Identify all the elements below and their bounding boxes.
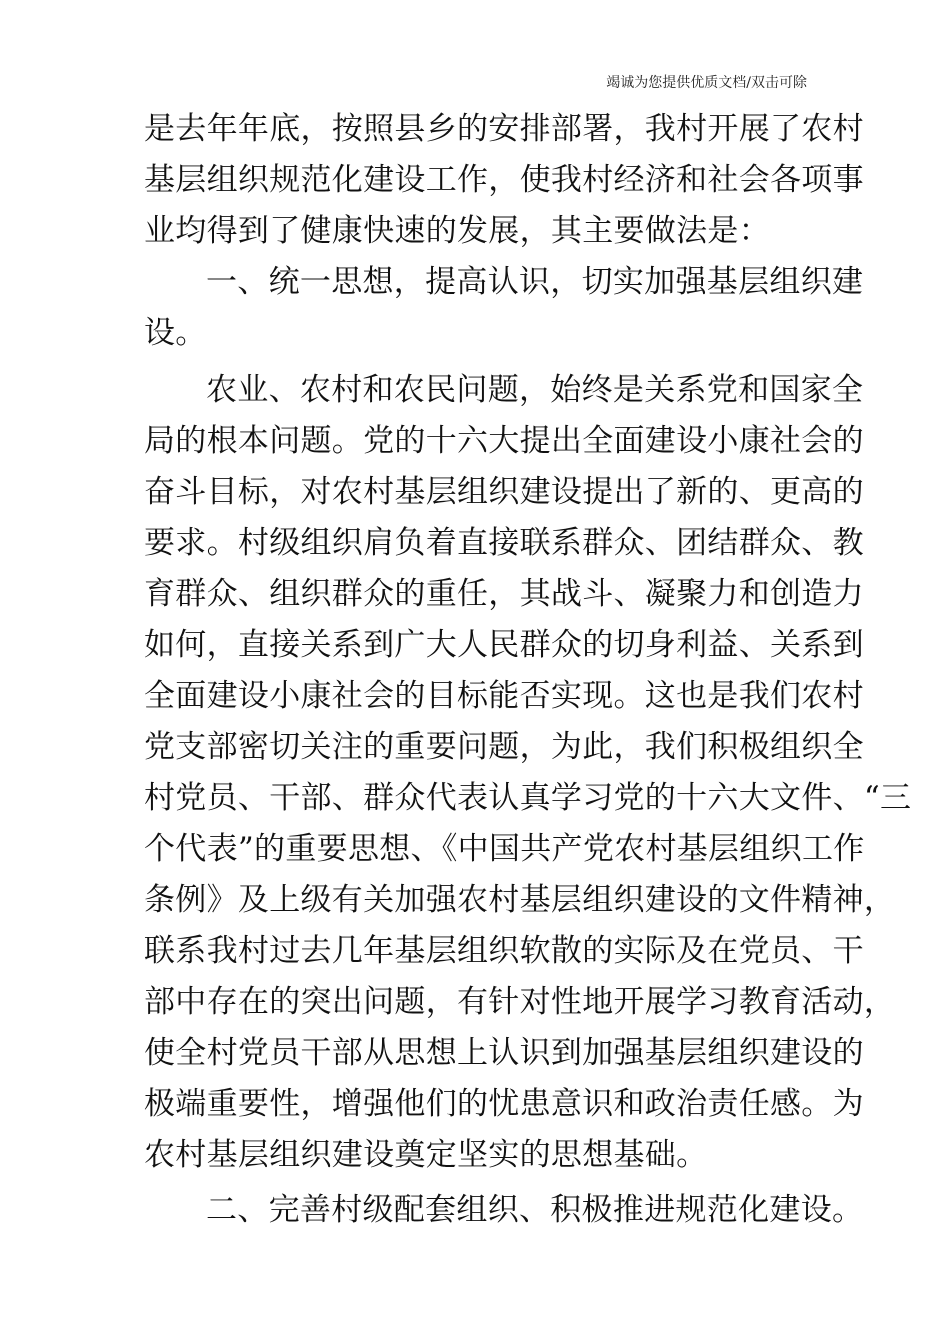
paragraph-line: 业均得到了健康快速的发展，其主要做法是： bbox=[144, 213, 770, 249]
paragraph-line: 局的根本问题。党的十六大提出全面建设小康社会的 bbox=[144, 423, 864, 459]
paragraph-line: 条例》及上级有关加强农村基层组织建设的文件精神， bbox=[144, 882, 896, 918]
paragraph-line: 农村基层组织建设奠定坚实的思想基础。 bbox=[144, 1137, 708, 1173]
paragraph-line: 农业、农村和农民问题，始终是关系党和国家全 bbox=[206, 372, 864, 408]
paragraph-line: 村党员、干部、群众代表认真学习党的十六大文件、“三 bbox=[144, 780, 912, 816]
paragraph-line: 要求。村级组织肩负着直接联系群众、团结群众、教 bbox=[144, 525, 864, 561]
paragraph-line: 党支部密切关注的重要问题，为此，我们积极组织全 bbox=[144, 729, 864, 765]
section-heading-2: 二、完善村级配套组织、积极推进规范化建设。 bbox=[206, 1192, 864, 1228]
header-note: 竭诚为您提供优质文档/双击可除 bbox=[606, 75, 807, 91]
paragraph-line: 部中存在的突出问题，有针对性地开展学习教育活动， bbox=[144, 984, 896, 1020]
document-body bbox=[144, 104, 912, 1236]
section-heading-1-cont: 设。 bbox=[144, 315, 207, 351]
paragraph-line: 极端重要性，增强他们的忧患意识和政治责任感。为 bbox=[144, 1086, 864, 1122]
paragraph-line: 是去年年底，按照县乡的安排部署，我村开展了农村 bbox=[144, 111, 864, 147]
paragraph-line: 使全村党员干部从思想上认识到加强基层组织建设的 bbox=[144, 1035, 864, 1071]
paragraph-line: 全面建设小康社会的目标能否实现。这也是我们农村 bbox=[144, 678, 864, 714]
paragraph-line: 基层组织规范化建设工作，使我村经济和社会各项事 bbox=[144, 162, 864, 198]
paragraph-line: 奋斗目标，对农村基层组织建设提出了新的、更高的 bbox=[144, 474, 864, 510]
section-heading-1: 一、统一思想，提高认识，切实加强基层组织建 bbox=[206, 264, 864, 300]
paragraph-line: 联系我村过去几年基层组织软散的实际及在党员、干 bbox=[144, 933, 864, 969]
paragraph-line: 个代表”的重要思想、《中国共产党农村基层组织工作 bbox=[144, 831, 865, 867]
paragraph-line: 如何，直接关系到广大人民群众的切身利益、关系到 bbox=[144, 627, 864, 663]
paragraph-line: 育群众、组织群众的重任，其战斗、凝聚力和创造力 bbox=[144, 576, 864, 612]
